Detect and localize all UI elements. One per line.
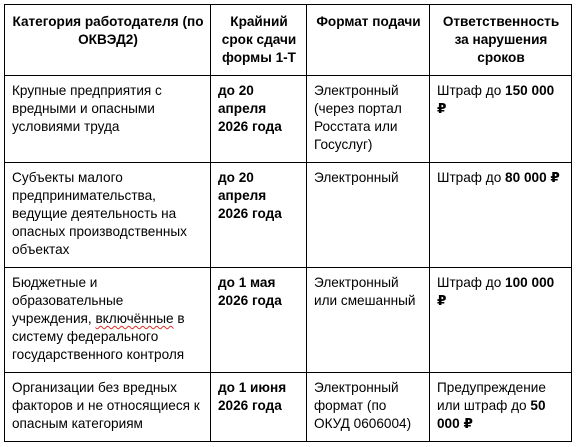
cell-penalty[interactable]: [430, 373, 572, 442]
penalty-amount: 100 000 ₽: [437, 275, 555, 308]
header-format[interactable]: Формат подачи: [307, 5, 430, 76]
cell-category[interactable]: Организации без вредных факторов и не относящиеся к опасным категориям: [5, 373, 211, 442]
cell-format[interactable]: Электронный: [307, 163, 430, 268]
table-row: [5, 373, 572, 442]
cell-format[interactable]: Электронный (через портал Росстата или Госуслуг): [307, 76, 430, 163]
penalty-prefix: Штраф до: [437, 275, 506, 290]
cell-deadline[interactable]: до 20 апреля 2026 года: [211, 163, 307, 268]
spellcheck-flagged-word[interactable]: включённые: [95, 311, 174, 326]
header-penalty[interactable]: Ответственность за нарушения сроков: [430, 5, 572, 76]
category-text: в систему федерального государственного контроля: [12, 311, 185, 362]
cell-format[interactable]: Электронный формат (по ОКУД 0606004): [307, 373, 430, 442]
cell-deadline[interactable]: до 1 мая 2026 года: [211, 268, 307, 373]
cell-category[interactable]: Крупные предприятия с вредными и опасными условиями труда: [5, 76, 211, 163]
table-row: [5, 76, 572, 163]
penalty-amount: 150 000 ₽: [437, 83, 555, 116]
cell-category[interactable]: Субъекты малого предпринимательства, ведущие деятельность на опасных производственных объектах: [5, 163, 211, 268]
cell-penalty[interactable]: [430, 76, 572, 163]
cell-deadline[interactable]: до 20 апреля 2026 года: [211, 76, 307, 163]
penalty-prefix: Штраф до: [437, 83, 506, 98]
category-text: Бюджетные и образовательные учреждения,: [12, 275, 124, 326]
table-row: [5, 268, 572, 373]
cell-format[interactable]: Электронный или смешанный: [307, 268, 430, 373]
penalty-amount: 50 000 ₽: [437, 398, 546, 431]
cell-category[interactable]: [5, 268, 211, 373]
table-row: [5, 163, 572, 268]
employer-deadlines-table: [4, 4, 572, 442]
header-deadline[interactable]: Крайний срок сдачи формы 1-Т: [211, 5, 307, 76]
cell-penalty[interactable]: [430, 268, 572, 373]
cell-deadline[interactable]: до 1 июня 2026 года: [211, 373, 307, 442]
table-header-row: [5, 5, 572, 76]
header-category[interactable]: Категория работодателя (по ОКВЭД2): [5, 5, 211, 76]
penalty-prefix: Штраф до: [437, 170, 506, 185]
penalty-amount: 80 000 ₽: [505, 170, 560, 185]
cell-penalty[interactable]: [430, 163, 572, 268]
penalty-prefix: Предупреждение или штраф до: [437, 380, 546, 413]
